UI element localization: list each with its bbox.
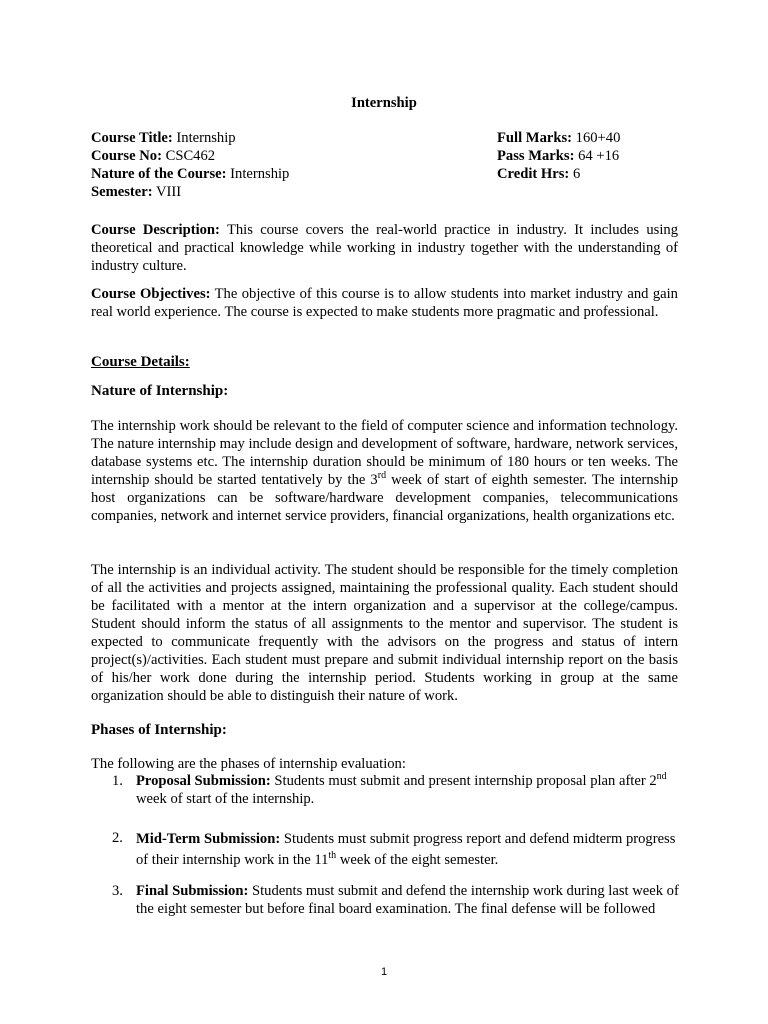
course-description — [91, 221, 678, 275]
course-title-row — [91, 129, 471, 147]
nature-p1-text-a: The internship work should be relevant to the field of computer science and information technology. The nature internship may include design and development of software, hardware, network services, database systems etc. The internship duration should be minimum of 180 hours or ten weeks. The internship should be started tentatively by the 3 — [91, 418, 678, 488]
semester-label: Semester: — [91, 184, 153, 200]
credit-hrs-row — [497, 165, 697, 183]
nature-p1-text-b: week of start of eighth semester. The internship host organizations can be software/hardware development companies, telecommunications companies, network and internet service providers, financial organizations, health organizations etc. — [91, 472, 678, 524]
course-nature-label: Nature of the Course: — [91, 166, 227, 182]
course-no-label: Course No: — [91, 148, 162, 164]
full-marks-label: Full Marks: — [497, 130, 572, 146]
list-item-text — [136, 882, 681, 918]
course-description-label: Course Description: — [91, 222, 220, 238]
course-title-value: Internship — [176, 130, 236, 146]
full-marks-row — [497, 129, 697, 147]
phase-text-a: Students must submit and defend the internship work during last week of the eight semester but before final board examination. The final defense will be followed — [136, 883, 679, 917]
page-title: Internship — [351, 95, 417, 111]
full-marks-value: 160+40 — [575, 130, 621, 146]
course-nature-row — [91, 165, 471, 183]
course-details-heading: Course Details: — [91, 354, 190, 370]
list-item-text — [136, 772, 681, 808]
course-objectives — [91, 285, 678, 321]
course-objectives-label: Course Objectives: — [91, 286, 211, 302]
pass-marks-row — [497, 147, 697, 165]
course-info-left — [91, 129, 471, 201]
course-description-text: This course covers the real-world practice in industry. It includes using theoretical and practical knowledge while working in industry together with the understanding of industry culture. — [91, 222, 678, 274]
course-no-value: CSC462 — [165, 148, 216, 164]
course-no-row — [91, 147, 471, 165]
phase-superscript: nd — [656, 771, 667, 783]
semester-row — [91, 183, 471, 201]
credit-hrs-value: 6 — [572, 166, 581, 182]
phase-text-a: Students must submit and present internship proposal plan after 2 — [274, 773, 657, 789]
nature-p1-superscript: rd — [377, 470, 387, 482]
phases-heading: Phases of Internship: — [91, 722, 227, 738]
list-number: 3. — [112, 883, 123, 899]
semester-value: VIII — [155, 184, 182, 200]
phase-text-a: Students must submit progress report and defend midterm progress of their internship work in the 11 — [136, 831, 676, 868]
phase-label: Mid-Term Submission: — [136, 831, 281, 847]
phase-text-b: week of start of the internship. — [136, 791, 315, 807]
nature-paragraph-1 — [91, 417, 678, 525]
phase-label: Proposal Submission: — [136, 773, 271, 789]
course-title-label: Course Title: — [91, 130, 173, 146]
course-info-right — [497, 129, 697, 183]
list-number: 2. — [112, 830, 123, 846]
nature-paragraph-2: The internship is an individual activity. The student should be responsible for the timely completion of all the activities and projects assigned, maintaining the professional quality. Each student should be facilitated with a mentor at the intern organization and a supervisor at the college/campus. Student should inform the status of all assignments to the mentor and supervisor. The student is expected to communicate frequently with the advisors on the progress and status of intern project(s)/activities. Each student must prepare and submit individual internship report on the basis of his/her work done during the internship period. Students working in group at the same organization should be able to distinguish their nature of work. — [91, 562, 678, 704]
phases-intro: The following are the phases of internship evaluation: — [91, 756, 406, 772]
list-item-text — [136, 829, 681, 871]
phase-label: Final Submission: — [136, 883, 249, 899]
course-nature-value: Internship — [230, 166, 290, 182]
course-objectives-text: The objective of this course is to allow students into market industry and gain real world experience. The course is expected to make students more pragmatic and professional. — [91, 286, 678, 320]
pass-marks-value: 64 +16 — [578, 148, 620, 164]
phase-superscript: th — [328, 850, 337, 862]
pass-marks-label: Pass Marks: — [497, 148, 575, 164]
credit-hrs-label: Credit Hrs: — [497, 166, 570, 182]
nature-of-internship-heading: Nature of Internship: — [91, 383, 229, 399]
phase-text-b: week of the eight semester. — [336, 852, 499, 868]
list-number: 1. — [112, 773, 123, 789]
page-number: 1 — [380, 966, 388, 978]
